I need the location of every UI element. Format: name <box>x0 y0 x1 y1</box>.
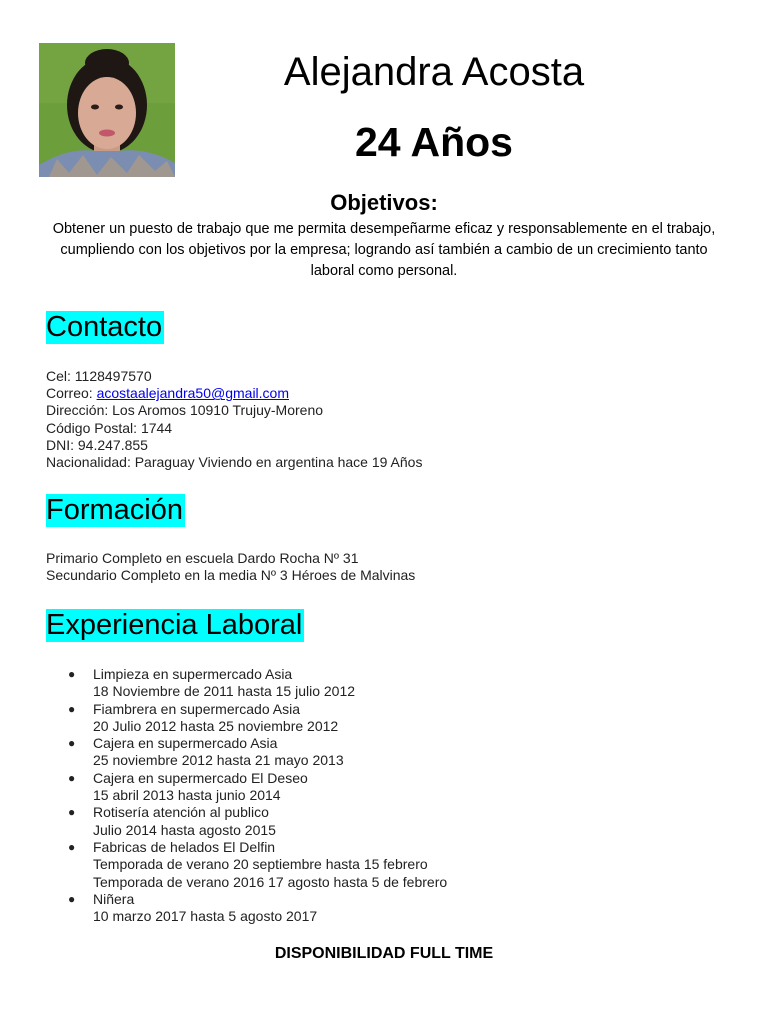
contact-cel: Cel: 1128497570 <box>46 368 152 384</box>
experience-title: Rotisería atención al publico <box>93 804 269 821</box>
education-block <box>46 550 415 584</box>
contact-email-label: Correo: <box>46 385 97 402</box>
experience-period: 10 marzo 2017 hasta 5 agosto 2017 <box>93 908 318 925</box>
experience-item <box>46 770 447 805</box>
education-heading-label: Formación <box>46 494 183 526</box>
candidate-name: Alejandra Acosta <box>283 50 585 94</box>
contact-heading-label: Contacto <box>46 311 163 343</box>
experience-period: 20 Julio 2012 hasta 25 noviembre 2012 <box>93 717 339 734</box>
candidate-age: 24 Años <box>355 119 513 165</box>
experience-period: 15 abril 2013 hasta junio 2014 <box>93 787 281 804</box>
experience-item <box>46 666 447 701</box>
experience-title: Fiambrera en supermercado Asia <box>93 700 300 717</box>
contact-address: Dirección: Los Aromos 10910 Trujuy-Moreno <box>46 402 324 419</box>
profile-photo <box>39 43 175 177</box>
experience-item <box>46 839 447 891</box>
education-item: Primario Completo en escuela Dardo Rocha Nº 31 <box>46 550 359 566</box>
bullet-icon: ● <box>68 736 76 751</box>
experience-list <box>46 666 447 925</box>
contact-email-link[interactable]: acostaalejandra50@gmail.com <box>96 385 290 402</box>
bullet-icon: ● <box>68 701 76 716</box>
contact-nationality: Nacionalidad: Paraguay Viviendo en argentina hace 19 Años <box>46 454 423 471</box>
objectives-text: Obtener un puesto de trabajo que me permita desempeñarme eficaz y responsablemente en el trabajo, cumpliendo con los objetivos por la empresa; logrando así también a cambio de un crecimiento tanto laboral como personal. <box>52 221 716 279</box>
experience-period: Temporada de verano 2016 17 agosto hasta 5 de febrero <box>93 873 448 890</box>
bullet-icon: ● <box>68 805 76 820</box>
contact-postal-code: Código Postal: 1744 <box>46 419 173 436</box>
objectives-title: Objetivos: <box>330 190 438 215</box>
experience-period: Julio 2014 hasta agosto 2015 <box>93 821 276 838</box>
experience-title: Limpieza en supermercado Asia <box>93 666 293 682</box>
experience-item <box>46 804 447 839</box>
experience-heading-label: Experiencia Laboral <box>46 609 303 641</box>
bullet-icon: ● <box>68 667 76 681</box>
experience-period: Temporada de verano 20 septiembre hasta 15 febrero <box>93 856 428 873</box>
experience-item <box>46 891 447 926</box>
availability-note: DISPONIBILIDAD FULL TIME <box>274 945 494 962</box>
bullet-icon: ● <box>68 891 76 906</box>
experience-heading <box>46 607 304 643</box>
experience-item <box>46 701 447 736</box>
experience-title: Cajera en supermercado Asia <box>93 735 278 752</box>
experience-period: 25 noviembre 2012 hasta 21 mayo 2013 <box>93 752 344 769</box>
experience-title: Niñera <box>93 890 135 907</box>
contact-block <box>46 368 422 471</box>
experience-period: 18 Noviembre de 2011 hasta 15 julio 2012 <box>93 683 356 700</box>
experience-title: Cajera en supermercado El Deseo <box>93 769 308 786</box>
education-item: Secundario Completo en la media Nº 3 Héroes de Malvinas <box>46 567 416 584</box>
education-heading <box>46 492 185 528</box>
experience-title: Fabricas de helados El Delfin <box>93 838 276 855</box>
bullet-icon: ● <box>68 839 76 854</box>
contact-email-row <box>46 385 422 402</box>
experience-item <box>46 735 447 770</box>
contact-heading <box>46 309 164 345</box>
bullet-icon: ● <box>68 770 76 785</box>
contact-dni: DNI: 94.247.855 <box>46 436 148 453</box>
